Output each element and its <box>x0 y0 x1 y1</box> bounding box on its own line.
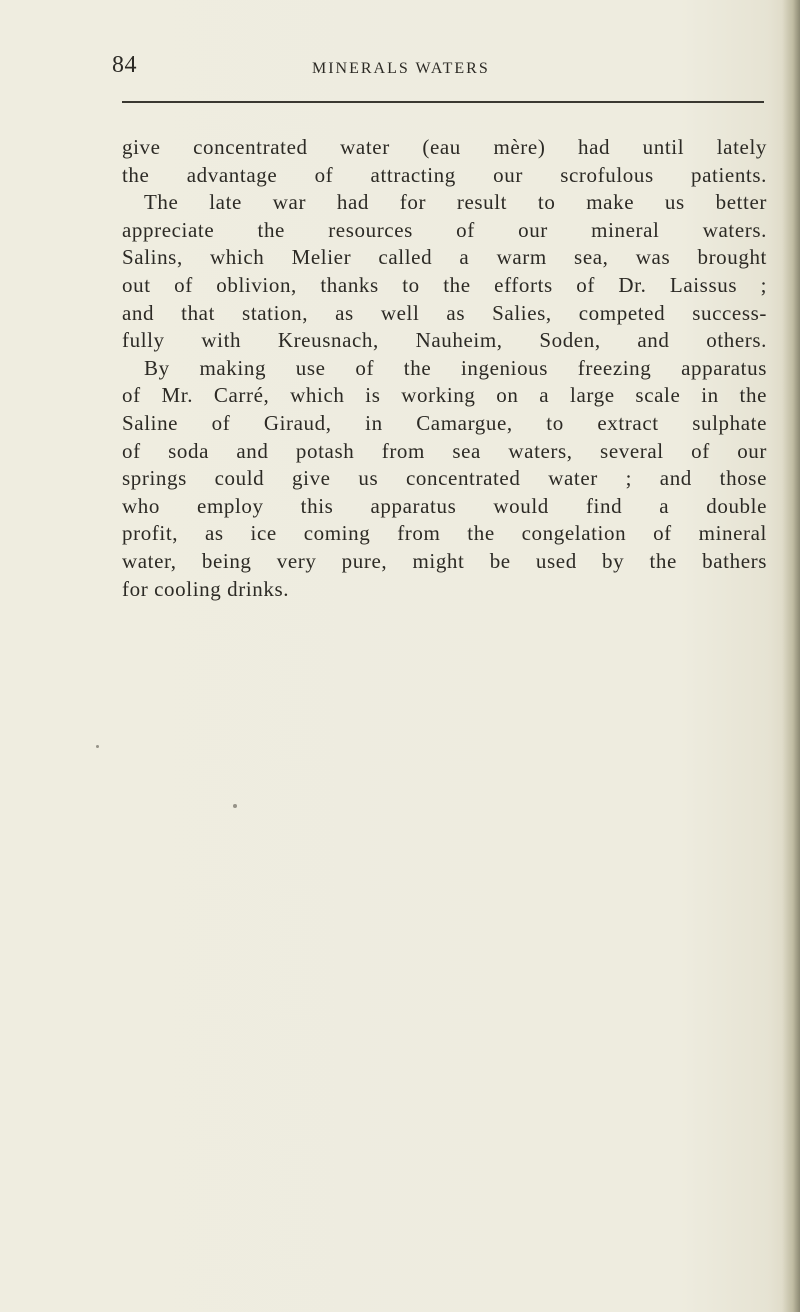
paper-speck <box>96 745 99 748</box>
page-edge-shadow <box>782 0 800 1312</box>
body-text <box>122 134 767 603</box>
text-line: Saline of Giraud, in Camargue, to extract sulphate <box>122 410 767 435</box>
text-line: profit, as ice coming from the congelation of mineral <box>122 521 767 546</box>
paper-speck <box>233 804 237 808</box>
text-line: fully with Kreusnach, Nauheim, Soden, and others. <box>122 328 767 353</box>
page-number: 84 <box>112 52 137 78</box>
text-line: water, being very pure, might be used by the bathers <box>122 548 767 573</box>
text-line: Salins, which Melier called a warm sea, was brought <box>122 245 767 270</box>
text-line: The late war had for result to make us better <box>144 190 767 215</box>
running-head: MINERALS WATERS <box>312 60 490 77</box>
header-rule <box>122 101 764 103</box>
text-line: By making use of the ingenious freezing apparatus <box>144 355 767 380</box>
text-line: and that station, as well as Salies, competed success- <box>122 300 767 325</box>
text-line: for cooling drinks. <box>122 576 290 601</box>
text-line: springs could give us concentrated water ; and those <box>122 466 767 491</box>
text-line: who employ this apparatus would find a double <box>122 493 767 518</box>
text-line: out of oblivion, thanks to the efforts of Dr. Laissus ; <box>122 272 767 297</box>
page-header <box>112 52 770 92</box>
text-line: appreciate the resources of our mineral waters. <box>122 217 767 242</box>
text-line: the advantage of attracting our scrofulous patients. <box>122 162 767 187</box>
text-line: of soda and potash from sea waters, several of our <box>122 438 767 463</box>
text-line: give concentrated water (eau mère) had until lately <box>122 135 767 159</box>
text-line: of Mr. Carré, which is working on a large scale in the <box>122 383 767 408</box>
